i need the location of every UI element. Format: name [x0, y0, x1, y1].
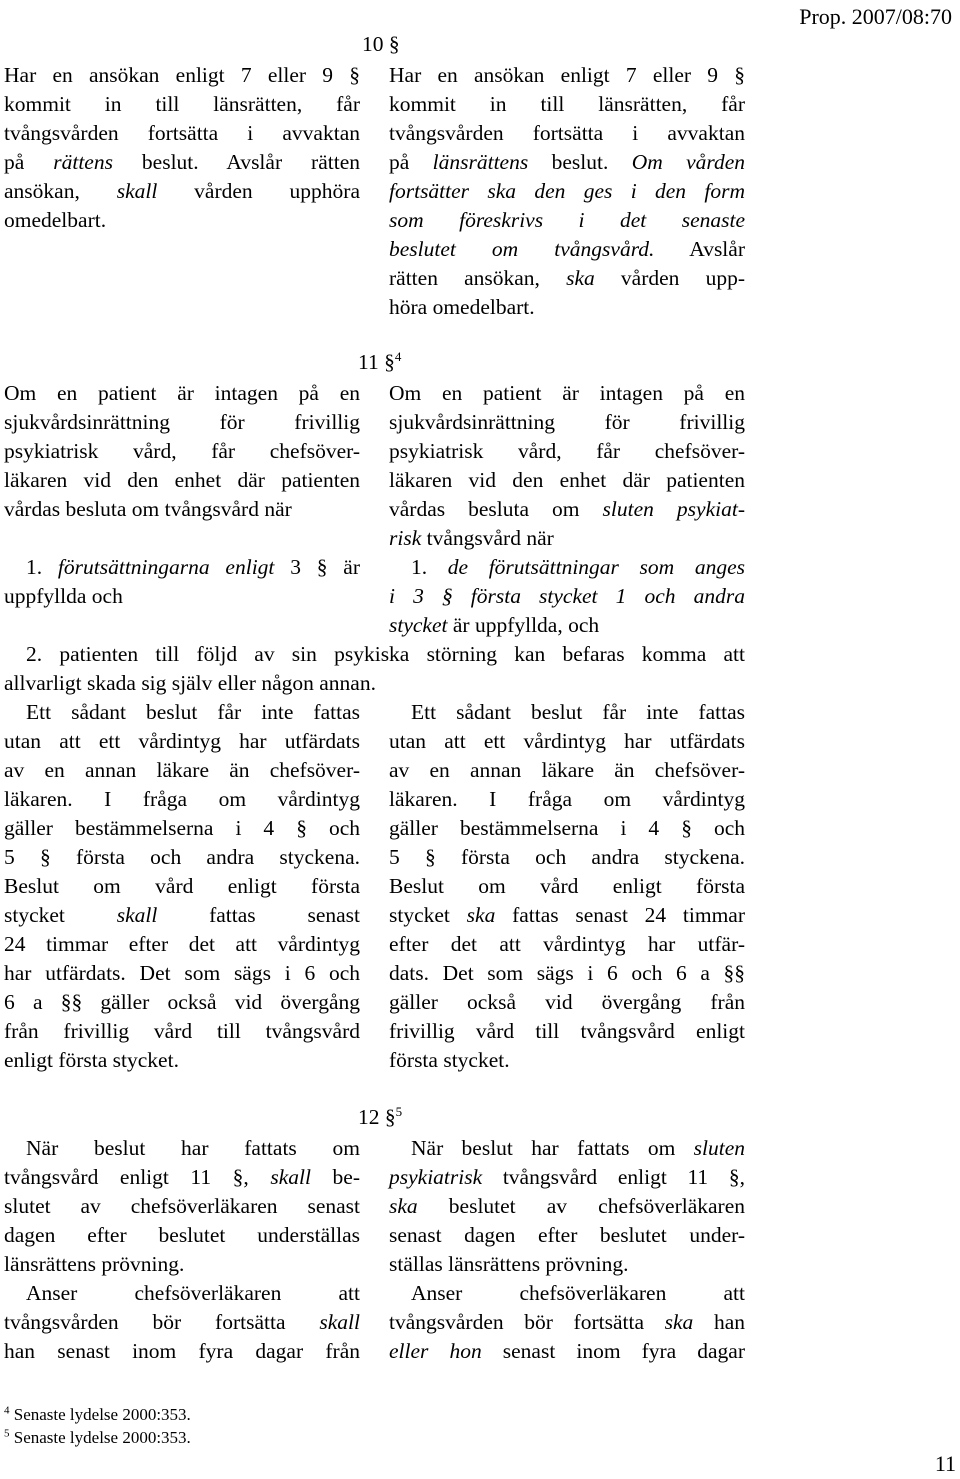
- footnote-ref-4: 4: [394, 348, 402, 364]
- footnote-ref-5: 5: [395, 1103, 403, 1119]
- section-12-number: 12 §$^5$: [358, 1103, 403, 1129]
- section-11-old-text-2: Ett sådant beslut får inte fattas utan att ett vårdintyg har utfärdats av en annan läkare än chefsöver- läkaren. I fråga om vårdintyg gäller bestämmelserna i 4 § och 5 § första och andra styckena. Beslut om vård enligt första stycket skall fattas senast 24 timmar efter det att vårdintyg har utfärdats. Det som sägs i 6 och 6 a §§ gäller också vid övergång från frivillig vård till tvångsvård enligt första stycket.: [4, 700, 360, 1072]
- section-11-new-text-2: Ett sådant beslut får inte fattas utan att ett vårdintyg har utfärdats av en annan läkare än chefsöver- läkaren. I fråga om vårdintyg gäller bestämmelserna i 4 § och 5 § första och andra styckena. Beslut om vård enligt första stycket ska fattas senast 24 timmar efter det att vårdintyg har utfär- dats. Det som sägs i 6 och 6 a §§ gäller också vid övergång från frivillig vård till tvångsvård enligt första stycket.: [389, 700, 746, 1072]
- footnote-5: $^5$ Senaste lydelse 2000:353.: [4, 1427, 191, 1447]
- section-11-old-text: Om en patient är intagen på en sjukvårdsinrättning för frivillig psykiatrisk vård, får chefsöver- läkaren vid den enhet där patienten vårdas besluta om tvångsvård när 1. förutsättningarna enligt 3 § är uppfyllda och: [4, 381, 360, 608]
- section-12-new-text: När beslut har fattats om sluten psykiatrisk tvångsvård enligt 11 §, ska beslutet av chefsöverläkaren senast dagen efter beslutet under- ställas länsrättens prövning. Anser chefsöverläkaren att tvångsvården bör fortsätta ska han eller hon senast inom fyra dagar: [389, 1136, 745, 1363]
- section-10-new-text: Har en ansökan enligt 7 eller 9 § kommit in till länsrätten, får tvångsvården fortsätta i avvaktan på länsrättens beslut. Om vården fortsätter ska den ges i den form som föreskrivs i det senaste beslutet om tvångsvård. Avslår rätten ansökan, ska vården upp- höra omedelbart.: [389, 63, 746, 319]
- section-11-new-text: Om en patient är intagen på en sjukvårdsinrättning för frivillig psykiatrisk vård, får chefsöver- läkaren vid den enhet där patienten vårdas besluta om sluten psykiat- risk tvångsvård när 1. de förutsättningar som anges i 3 § första stycket 1 och andra stycket är uppfyllda, och: [389, 381, 745, 637]
- section-10-old-text: Har en ansökan enligt 7 eller 9 § kommit in till länsrätten, får tvångsvården fortsätta i avvaktan på rättens beslut. Avslår rätten ansökan, skall vården upphöra omedelbart.: [4, 63, 360, 232]
- page-number: 11: [934, 1451, 956, 1476]
- section-11-number: 11 §$^4$: [358, 348, 402, 374]
- section-12-old-text: När beslut har fattats om tvångsvård enligt 11 §, skall be- slutet av chefsöverläkaren senast dagen efter beslutet underställas länsrättens prövning. Anser chefsöverläkaren att tvångsvården bör fortsätta skall han senast inom fyra dagar från: [4, 1136, 360, 1363]
- section-10-number: 10 §: [362, 32, 400, 56]
- footnote-4: $^4$ Senaste lydelse 2000:353.: [4, 1404, 191, 1424]
- page-header: Prop. 2007/08:70: [799, 4, 952, 29]
- section-11-common-point-2: 2. patienten till följd av sin psykiska störning kan befaras komma att allvarligt skada sig själv eller någon annan.: [4, 642, 745, 695]
